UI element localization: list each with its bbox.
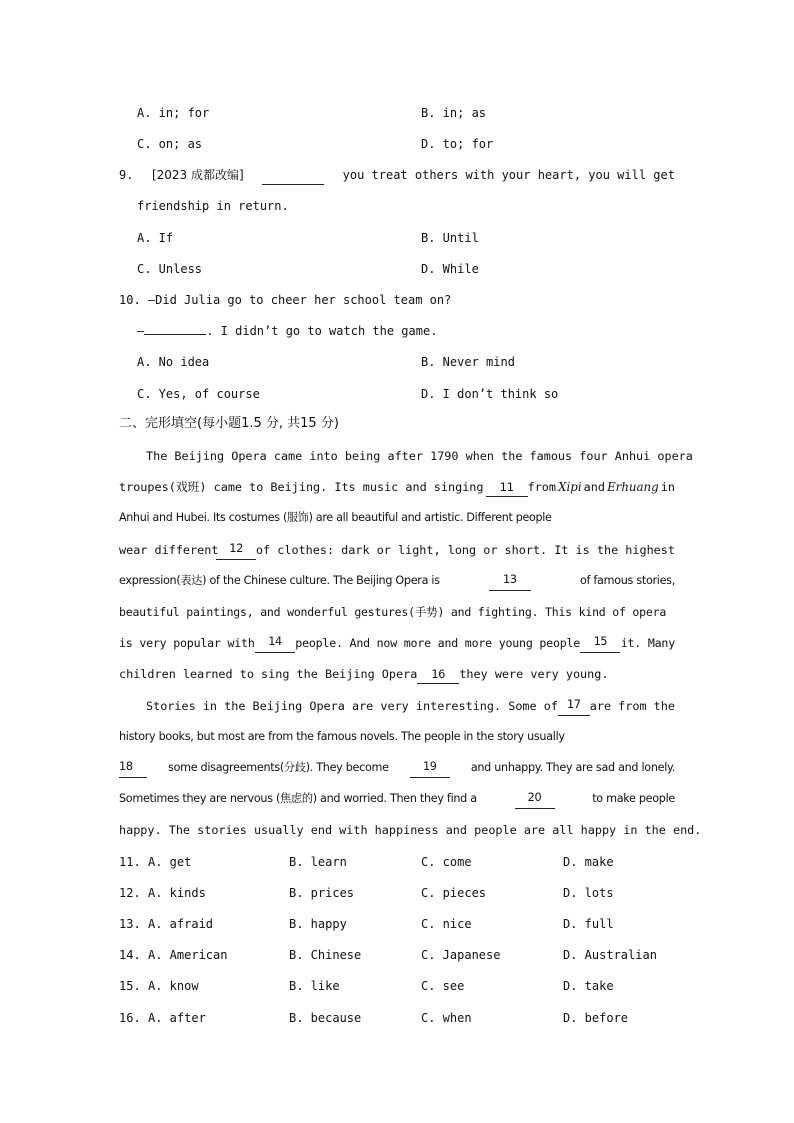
q9-text: you treat others with your heart, you will get	[342, 168, 675, 182]
option-d: D. Australian	[563, 948, 657, 962]
q9-option-b: B. Until	[421, 231, 479, 245]
option-d: D. before	[563, 1011, 629, 1025]
passage-text: are from the	[589, 699, 675, 713]
blank-12: 12	[216, 540, 256, 560]
q10-line2: . I didn’t go to watch the game.	[206, 324, 438, 338]
passage-line	[119, 540, 675, 560]
option-b: B. learn	[289, 855, 347, 869]
passage-text: of clothes: dark or light, long or short. It is the highest	[255, 543, 675, 557]
option-a: A. kinds	[148, 886, 206, 900]
option-b: B. because	[289, 1011, 362, 1025]
option-d: D. take	[563, 979, 614, 993]
passage-text: Sometimes they are nervous (焦虑的) and worried. Then they find a	[119, 792, 477, 805]
option-number: 12.	[119, 886, 141, 900]
q10-stem	[119, 290, 451, 310]
q9-option-c: C. Unless	[137, 262, 203, 276]
blank-16: 16	[417, 666, 459, 684]
option-c: C. nice	[421, 917, 472, 931]
option-c: C. Japanese	[421, 948, 501, 962]
option-a: A. after	[148, 1011, 206, 1025]
passage-line: beautiful paintings, and wonderful gestures(手势) and fighting. This kind of opera	[119, 605, 667, 619]
passage-line	[119, 664, 608, 684]
q10-option-a: A. No idea	[137, 355, 210, 369]
q9-number: 9.	[119, 168, 134, 182]
option-c: C. come	[421, 855, 472, 869]
passage-segment	[486, 477, 556, 497]
q10-blank	[144, 334, 206, 335]
option-b: B. prices	[289, 886, 355, 900]
passage-text: Stories in the Beijing Opera are very interesting. Some of	[146, 699, 558, 713]
passage-line	[119, 571, 675, 591]
option-number: 15.	[119, 979, 141, 993]
option-c: C. see	[421, 979, 465, 993]
q8-option-b: B. in; as	[421, 106, 487, 120]
q10-number: 10.	[119, 293, 141, 307]
option-b: B. like	[289, 979, 340, 993]
passage-text: it. Many	[620, 636, 675, 650]
q10-dash: —	[137, 324, 145, 338]
q9-stem-cont: friendship in return.	[137, 199, 289, 213]
passage-text: they were very young.	[459, 667, 609, 681]
passage-text: of famous stories,	[579, 574, 675, 587]
q8-option-a: A. in; for	[137, 106, 210, 120]
option-d: D. full	[563, 917, 614, 931]
blank-18: 18	[119, 758, 147, 778]
option-a: A. know	[148, 979, 199, 993]
option-b: B. happy	[289, 917, 347, 931]
blank-13: 13	[489, 571, 531, 591]
blank-17: 17	[558, 696, 590, 716]
blank-19: 19	[410, 758, 450, 778]
passage-line	[119, 758, 675, 778]
option-number: 14.	[119, 948, 141, 962]
option-a: A. afraid	[148, 917, 214, 931]
passage-text: some disagreements(分歧). They become	[168, 761, 389, 774]
passage-line	[146, 696, 675, 716]
q8-option-c: C. on; as	[137, 137, 203, 151]
passage-text: is very popular with	[119, 636, 255, 650]
option-a: A. get	[148, 855, 192, 869]
passage-line: history books, but most are from the famous novels. The people in the story usually	[119, 730, 565, 743]
passage-line	[119, 633, 675, 653]
passage-text: to make people	[592, 792, 675, 805]
q10-option-b: B. Never mind	[421, 355, 515, 369]
passage-line	[119, 477, 675, 497]
passage-italic-xipi: Xipi	[558, 480, 582, 494]
option-d: D. lots	[563, 886, 614, 900]
q9-stem	[119, 165, 675, 185]
blank-15: 15	[580, 633, 620, 653]
passage-text: troupes(戏班) came to Beijing. Its music and singing	[119, 480, 484, 494]
option-number: 11.	[119, 855, 141, 869]
option-c: C. when	[421, 1011, 472, 1025]
q10-option-d: D. I don’t think so	[421, 387, 559, 401]
option-b: B. Chinese	[289, 948, 362, 962]
passage-text: and	[583, 480, 605, 494]
q9-source: [2023 成都改编]	[151, 168, 244, 182]
passage-line: The Beijing Opera came into being after 1790 when the famous four Anhui opera	[146, 449, 693, 463]
passage-italic-erhuang: Erhuang	[607, 480, 659, 494]
q9-option-a: A. If	[137, 231, 174, 245]
passage-text: wear different	[119, 543, 219, 557]
passage-text: in	[660, 480, 675, 494]
blank-14: 14	[255, 633, 295, 653]
passage-line: happy. The stories usually end with happiness and people are all happy in the end.	[119, 823, 702, 837]
passage-line: Anhui and Hubei. Its costumes (服饰) are all beautiful and artistic. Different people	[119, 511, 552, 524]
q9-option-d: D. While	[421, 262, 479, 276]
q8-option-d: D. to; for	[421, 137, 494, 151]
option-d: D. make	[563, 855, 614, 869]
q10-line1: —Did Julia go to cheer her school team on?	[147, 293, 452, 307]
passage-text: and unhappy. They are sad and lonely.	[470, 761, 675, 774]
passage-line	[119, 789, 675, 809]
blank-20: 20	[515, 789, 555, 809]
passage-text: from	[527, 480, 557, 494]
section-heading: 二、完形填空(每小题1.5 分, 共15 分)	[119, 416, 339, 431]
option-c: C. pieces	[421, 886, 487, 900]
passage-text: people. And now more and more young people	[295, 636, 581, 650]
passage-text: expression(表达) of the Chinese culture. The Beijing Opera is	[119, 574, 440, 587]
option-a: A. American	[148, 948, 228, 962]
passage-text: children learned to sing the Beijing Opera	[119, 667, 418, 681]
option-number: 13.	[119, 917, 141, 931]
q10-option-c: C. Yes, of course	[137, 387, 260, 401]
blank-11: 11	[486, 479, 528, 497]
q9-blank	[262, 165, 324, 185]
option-number: 16.	[119, 1011, 141, 1025]
q10-reply	[137, 321, 437, 341]
